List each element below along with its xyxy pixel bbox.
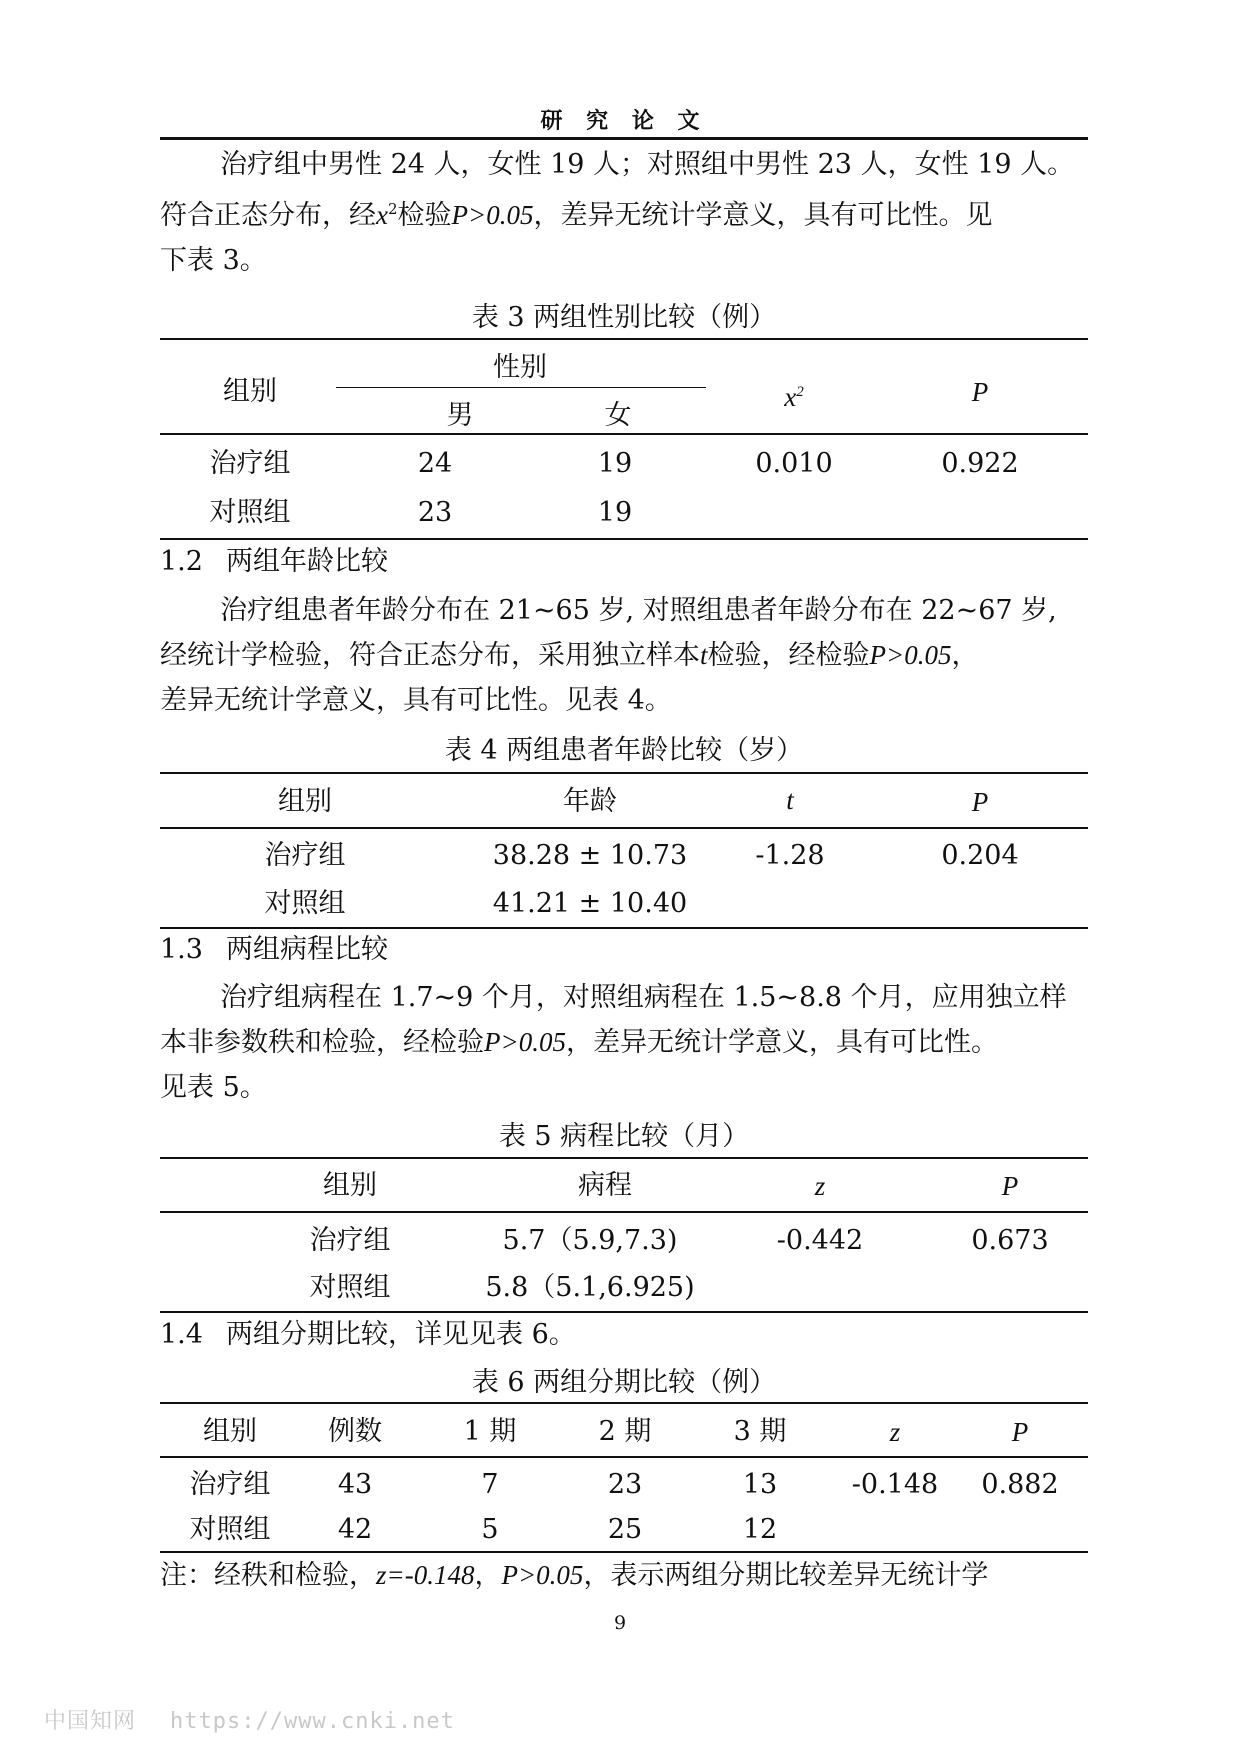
table6-header-count: 例数: [328, 1416, 382, 1447]
section-1-3-title: 两组病程比较: [226, 934, 388, 965]
table4-row1-t: -1.28: [755, 840, 825, 871]
table4-row1-group: 治疗组: [264, 840, 346, 871]
section-1-3-number: 1.3: [160, 934, 203, 965]
table3-chi-symbol: x: [784, 382, 797, 412]
p1-line2b: 检验: [397, 200, 452, 231]
table3-header-p: P: [971, 377, 989, 407]
table3-header-chi: [744, 374, 844, 415]
note-text-a: 注：经秩和检验，: [160, 1560, 376, 1591]
p1-line2c: ，差异无统计学意义，具有可比性。见: [533, 200, 993, 231]
table5-row1-group: 治疗组: [309, 1225, 391, 1256]
cnki-watermark: [44, 1704, 455, 1735]
table6-row2-stage3: 12: [742, 1514, 778, 1545]
table6-row2-stage1: 5: [481, 1514, 499, 1545]
p2-line2a: 经统计学检验，符合正态分布，采用独立样本: [160, 640, 700, 671]
section-1-3-heading: [160, 930, 388, 970]
table6-row2-stage2: 25: [607, 1514, 643, 1545]
paragraph-3: [160, 975, 1088, 1110]
table5-row2-course: 5.8（5.1,6.925): [485, 1272, 695, 1303]
t-symbol: t: [700, 640, 708, 670]
table3-header-male: 男: [446, 400, 474, 431]
note-text-b: ，: [474, 1560, 502, 1591]
table6-row1-stage1: 7: [481, 1469, 499, 1500]
paragraph-2: [160, 588, 1088, 723]
table3-chi-superscript: 2: [796, 384, 804, 400]
table6-top-rule: [160, 1402, 1088, 1404]
table6-row1-p: 0.882: [981, 1469, 1059, 1500]
section-1-2-title: 两组年龄比较: [226, 546, 388, 577]
p2-line1: 治疗组患者年龄分布在 21~65 岁, 对照组患者年龄分布在 22~67 岁,: [220, 595, 1057, 626]
running-head: 研 究 论 文: [540, 108, 708, 134]
chi-superscript: 2: [387, 200, 398, 218]
table5-bottom-rule: [160, 1311, 1088, 1313]
table6-mid-rule: [160, 1456, 1088, 1458]
p1-p-value: P>0.05: [451, 200, 534, 230]
table5-mid-rule: [160, 1211, 1088, 1213]
chi-symbol: x: [376, 200, 388, 230]
table4-row1-p: 0.204: [941, 840, 1019, 871]
table6-row1-count: 43: [337, 1469, 373, 1500]
p2-line3: 差异无统计学意义，具有可比性。见表 4。: [160, 685, 672, 716]
paragraph-1: [160, 142, 1088, 283]
table6-header-p: P: [1011, 1417, 1029, 1447]
table4-row1-age: 38.28 ± 10.73: [492, 840, 688, 871]
table6-header-stage1: 1 期: [463, 1416, 517, 1447]
table6-row2-count: 42: [337, 1514, 373, 1545]
header-rule: [160, 137, 1088, 140]
table4-header-age: 年龄: [563, 786, 617, 817]
table3-row2-female: 19: [597, 497, 633, 528]
table5-row1-z: -0.442: [776, 1225, 864, 1256]
note-text-c: ，表示两组分期比较差异无统计学: [583, 1560, 989, 1591]
table4-row2-group: 对照组: [264, 888, 346, 919]
p3-line2a: 本非参数秩和检验，经检验: [160, 1027, 484, 1058]
p2-line2c: ，: [951, 640, 979, 671]
table3-row2-male: 23: [417, 497, 453, 528]
table3-sex-span-rule: [336, 387, 706, 388]
table5-header-z: z: [814, 1171, 826, 1201]
table3-row1-male: 24: [417, 448, 453, 479]
table4-mid-rule: [160, 827, 1088, 829]
section-1-4-heading: [160, 1315, 576, 1355]
table3-bottom-rule: [160, 538, 1088, 540]
table6-row1-z: -0.148: [851, 1469, 939, 1500]
table5-caption: 表 5 病程比较（月）: [498, 1121, 750, 1152]
table4-bottom-rule: [160, 927, 1088, 929]
p3-line1: 治疗组病程在 1.7~9 个月，对照组病程在 1.5~8.8 个月，应用独立样: [220, 982, 1067, 1013]
table3-header-sex: 性别: [493, 352, 547, 383]
p2-p-value: P>0.05: [869, 640, 952, 670]
table5-header-group: 组别: [323, 1170, 377, 1201]
table3-row2-group: 对照组: [209, 497, 291, 528]
table4-row2-age: 41.21 ± 10.40: [492, 888, 688, 919]
table6-bottom-rule: [160, 1551, 1088, 1553]
table5-row1-course: 5.7（5.9,7.3): [502, 1225, 678, 1256]
table6-row1-group: 治疗组: [189, 1469, 271, 1500]
p1-line2a: 符合正态分布，经: [160, 200, 376, 231]
table3-mid-rule: [160, 433, 1088, 435]
table6-row1-stage3: 13: [742, 1469, 778, 1500]
p3-line3: 见表 5。: [160, 1072, 267, 1103]
table3-row1-p: 0.922: [941, 448, 1019, 479]
note-z-value: z=-0.148: [376, 1560, 475, 1590]
table6-caption: 表 6 两组分期比较（例）: [471, 1367, 777, 1398]
table6-row1-stage2: 23: [607, 1469, 643, 1500]
table6-header-z: z: [889, 1417, 901, 1447]
table3-top-rule: [160, 338, 1088, 340]
p1-line3: 下表 3。: [160, 245, 267, 276]
table3-header-group: 组别: [223, 376, 277, 407]
section-1-4-number: 1.4: [160, 1319, 203, 1350]
table4-header-p: P: [971, 787, 989, 817]
table4-header-group: 组别: [278, 786, 332, 817]
table4-header-t: t: [786, 785, 794, 815]
p3-p-value: P>0.05: [484, 1027, 566, 1057]
table5-row2-group: 对照组: [309, 1272, 391, 1303]
watermark-brand: 中国知网: [44, 1709, 137, 1734]
table6-header-group: 组别: [203, 1416, 257, 1447]
note-p-value: P>0.05: [501, 1560, 584, 1590]
table3-row1-female: 19: [597, 448, 633, 479]
table5-row1-p: 0.673: [971, 1225, 1049, 1256]
table6-header-stage2: 2 期: [598, 1416, 652, 1447]
page-number: 9: [613, 1612, 627, 1634]
table3-header-female: 女: [604, 400, 632, 431]
watermark-url: https://www.cnki.net: [170, 1709, 455, 1734]
p2-line2b: 检验，经检验: [707, 640, 870, 671]
p1-line1: 治疗组中男性 24 人，女性 19 人；对照组中男性 23 人，女性 19 人。: [220, 149, 1075, 180]
table5-header-p: P: [1001, 1171, 1019, 1201]
table5-top-rule: [160, 1157, 1088, 1159]
section-1-2-heading: [160, 542, 388, 582]
p3-line2b: ，差异无统计学意义，具有可比性。: [565, 1027, 998, 1058]
table3-row1-chi: 0.010: [755, 448, 833, 479]
table4-caption: 表 4 两组患者年龄比较（岁）: [444, 735, 804, 766]
table6-note: [160, 1555, 988, 1596]
table4-top-rule: [160, 772, 1088, 774]
table3-row1-group: 治疗组: [209, 448, 291, 479]
table3-caption: 表 3 两组性别比较（例）: [471, 302, 777, 333]
section-1-2-number: 1.2: [160, 546, 203, 577]
section-1-4-title: 两组分期比较，详见见表 6。: [226, 1319, 576, 1350]
table5-header-course: 病程: [578, 1170, 632, 1201]
table6-header-stage3: 3 期: [733, 1416, 787, 1447]
table6-row2-group: 对照组: [189, 1514, 271, 1545]
